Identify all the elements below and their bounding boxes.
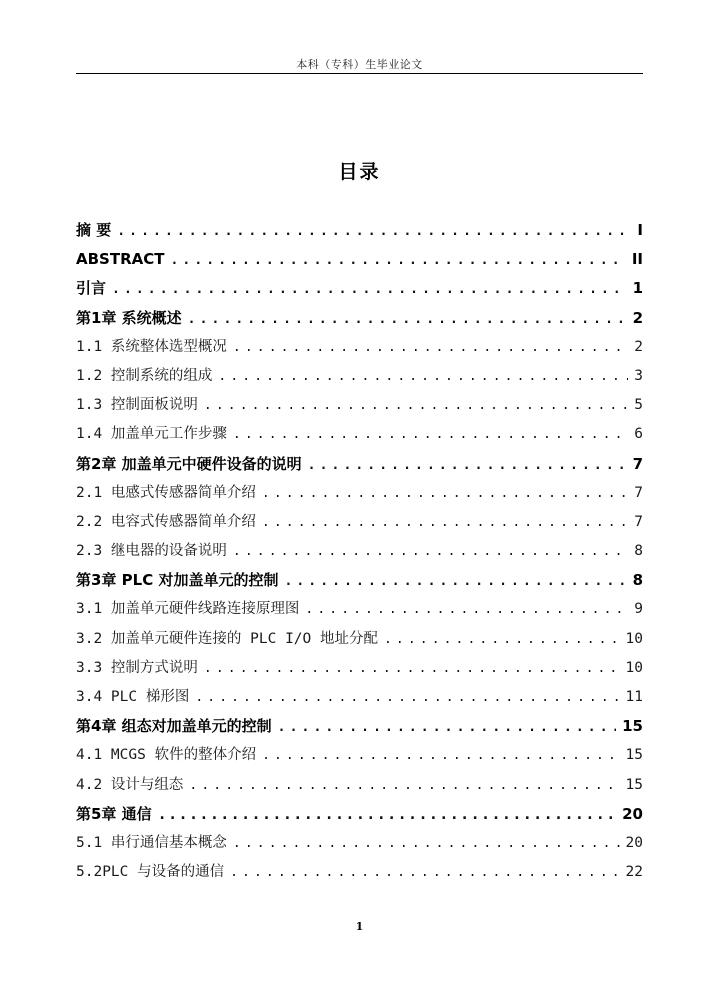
toc-dot-leader bbox=[158, 800, 616, 829]
toc-entry bbox=[76, 391, 643, 420]
toc-entry-page: 15 bbox=[622, 717, 643, 736]
toc-dot-leader bbox=[204, 391, 628, 420]
toc-dot-leader bbox=[112, 275, 627, 303]
toc-entry bbox=[76, 333, 643, 362]
toc-title: 目录 bbox=[338, 161, 381, 183]
toc-entry-label: 2.2 电容式传感器简单介绍 bbox=[76, 513, 256, 530]
toc-entry-page: I bbox=[637, 221, 643, 239]
toc-entry-page: 3 bbox=[634, 367, 643, 384]
toc-entry-label: 4.2 设计与组态 bbox=[76, 776, 184, 793]
toc-entry-label: 第5章 通信 bbox=[76, 804, 152, 823]
toc-entry bbox=[76, 420, 643, 449]
running-header: 本科（专科）生毕业论文 bbox=[296, 58, 423, 71]
toc-entry-page: 2 bbox=[634, 338, 643, 355]
toc-entry-label: 1.4 加盖单元工作步骤 bbox=[76, 426, 227, 443]
toc-entry-label: 5.1 串行通信基本概念 bbox=[76, 834, 227, 851]
toc-entry-page: 7 bbox=[634, 513, 643, 530]
toc-dot-leader bbox=[233, 420, 628, 449]
toc-entry-label: 3.2 加盖单元硬件连接的 PLC I/O 地址分配 bbox=[76, 630, 378, 647]
toc-entry-label: 第3章 PLC 对加盖单元的控制 bbox=[76, 571, 279, 590]
toc-entry bbox=[76, 566, 643, 595]
toc-dot-leader bbox=[233, 333, 628, 362]
toc-entry bbox=[76, 508, 643, 537]
toc-entry bbox=[76, 274, 643, 303]
toc-entry-page: 10 bbox=[625, 630, 643, 647]
toc-entry-label: 摘 要 bbox=[76, 221, 112, 239]
toc-entry bbox=[76, 595, 643, 624]
toc-dot-leader bbox=[262, 479, 628, 508]
toc-entry bbox=[76, 712, 643, 741]
toc-entry-label: 3.3 控制方式说明 bbox=[76, 659, 198, 676]
toc-entry-page: 7 bbox=[632, 454, 643, 473]
toc-entry-label: 3.4 PLC 梯形图 bbox=[76, 689, 190, 705]
toc-entry bbox=[76, 245, 643, 274]
toc-entry-page: 20 bbox=[622, 804, 643, 823]
toc-entry-label: 3.1 加盖单元硬件线路连接原理图 bbox=[76, 601, 300, 618]
header-rule bbox=[76, 73, 643, 74]
toc-entry-label: 第2章 加盖单元中硬件设备的说明 bbox=[76, 454, 302, 473]
toc-entry-label: 第4章 组态对加盖单元的控制 bbox=[76, 717, 272, 736]
toc-dot-leader bbox=[384, 625, 620, 654]
toc-entry-page: 10 bbox=[625, 659, 643, 676]
toc-entry-label: 4.1 MCGS 软件的整体介绍 bbox=[76, 747, 257, 764]
toc-entry bbox=[76, 216, 643, 245]
toc-entry bbox=[76, 741, 643, 770]
toc-entry bbox=[76, 858, 643, 887]
toc-dot-leader bbox=[233, 829, 620, 858]
toc-dot-leader bbox=[308, 451, 627, 479]
toc-entry-label: 2.3 继电器的设备说明 bbox=[76, 543, 227, 560]
toc-entry-page: 2 bbox=[632, 308, 643, 327]
toc-entry-page: 5 bbox=[634, 397, 643, 414]
toc-entry bbox=[76, 479, 643, 508]
toc-entry-page: 8 bbox=[632, 571, 643, 590]
toc-dot-leader bbox=[204, 654, 620, 683]
toc-dot-leader bbox=[195, 683, 619, 712]
toc-entry-label: 第1章 系统概述 bbox=[76, 308, 182, 327]
toc-entry bbox=[76, 683, 643, 712]
toc-entry bbox=[76, 771, 643, 800]
toc-entry-page: 7 bbox=[634, 484, 643, 501]
toc-entry-label: 1.1 系统整体选型概况 bbox=[76, 338, 227, 355]
toc-entry-page: 9 bbox=[634, 601, 643, 618]
toc-entry bbox=[76, 800, 643, 829]
page-number: 1 bbox=[355, 920, 364, 933]
toc-entry-label: ABSTRACT bbox=[76, 250, 165, 269]
toc-dot-leader bbox=[170, 246, 625, 274]
toc-dot-leader bbox=[189, 771, 619, 800]
toc-entry-label: 2.1 电感式传感器简单介绍 bbox=[76, 484, 256, 501]
toc-entry-label: 引言 bbox=[76, 279, 107, 298]
toc-entry-page: 22 bbox=[625, 864, 643, 881]
toc-entry bbox=[76, 537, 643, 566]
toc-entry-page: 15 bbox=[625, 747, 643, 764]
toc-dot-leader bbox=[233, 537, 628, 566]
toc-entry-label: 5.2PLC 与设备的通信 bbox=[76, 864, 225, 881]
toc-dot-leader bbox=[278, 713, 616, 741]
toc-entry bbox=[76, 362, 643, 391]
toc-dot-leader bbox=[117, 217, 631, 245]
toc-entry-page: II bbox=[631, 250, 643, 269]
toc-entry bbox=[76, 829, 643, 858]
toc-entry-label: 1.2 控制系统的组成 bbox=[76, 367, 213, 384]
toc-dot-leader bbox=[262, 741, 619, 770]
toc-entry-page: 15 bbox=[625, 776, 643, 793]
toc-entry-page: 20 bbox=[625, 834, 643, 851]
toc-entry bbox=[76, 625, 643, 654]
toc-dot-leader bbox=[262, 508, 628, 537]
toc-dot-leader bbox=[230, 858, 619, 887]
toc-entry-page: 6 bbox=[634, 426, 643, 443]
toc-dot-leader bbox=[188, 305, 627, 333]
toc-entry-page: 1 bbox=[632, 279, 643, 298]
toc-dot-leader bbox=[218, 362, 628, 391]
toc-entry-label: 1.3 控制面板说明 bbox=[76, 397, 198, 414]
toc-dot-leader bbox=[284, 567, 626, 595]
toc-entry bbox=[76, 654, 643, 683]
toc-entry-page: 8 bbox=[634, 543, 643, 560]
toc-dot-leader bbox=[305, 595, 628, 624]
toc-list bbox=[76, 216, 643, 887]
toc-entry bbox=[76, 304, 643, 333]
toc-entry bbox=[76, 450, 643, 479]
toc-entry-page: 11 bbox=[625, 689, 643, 705]
